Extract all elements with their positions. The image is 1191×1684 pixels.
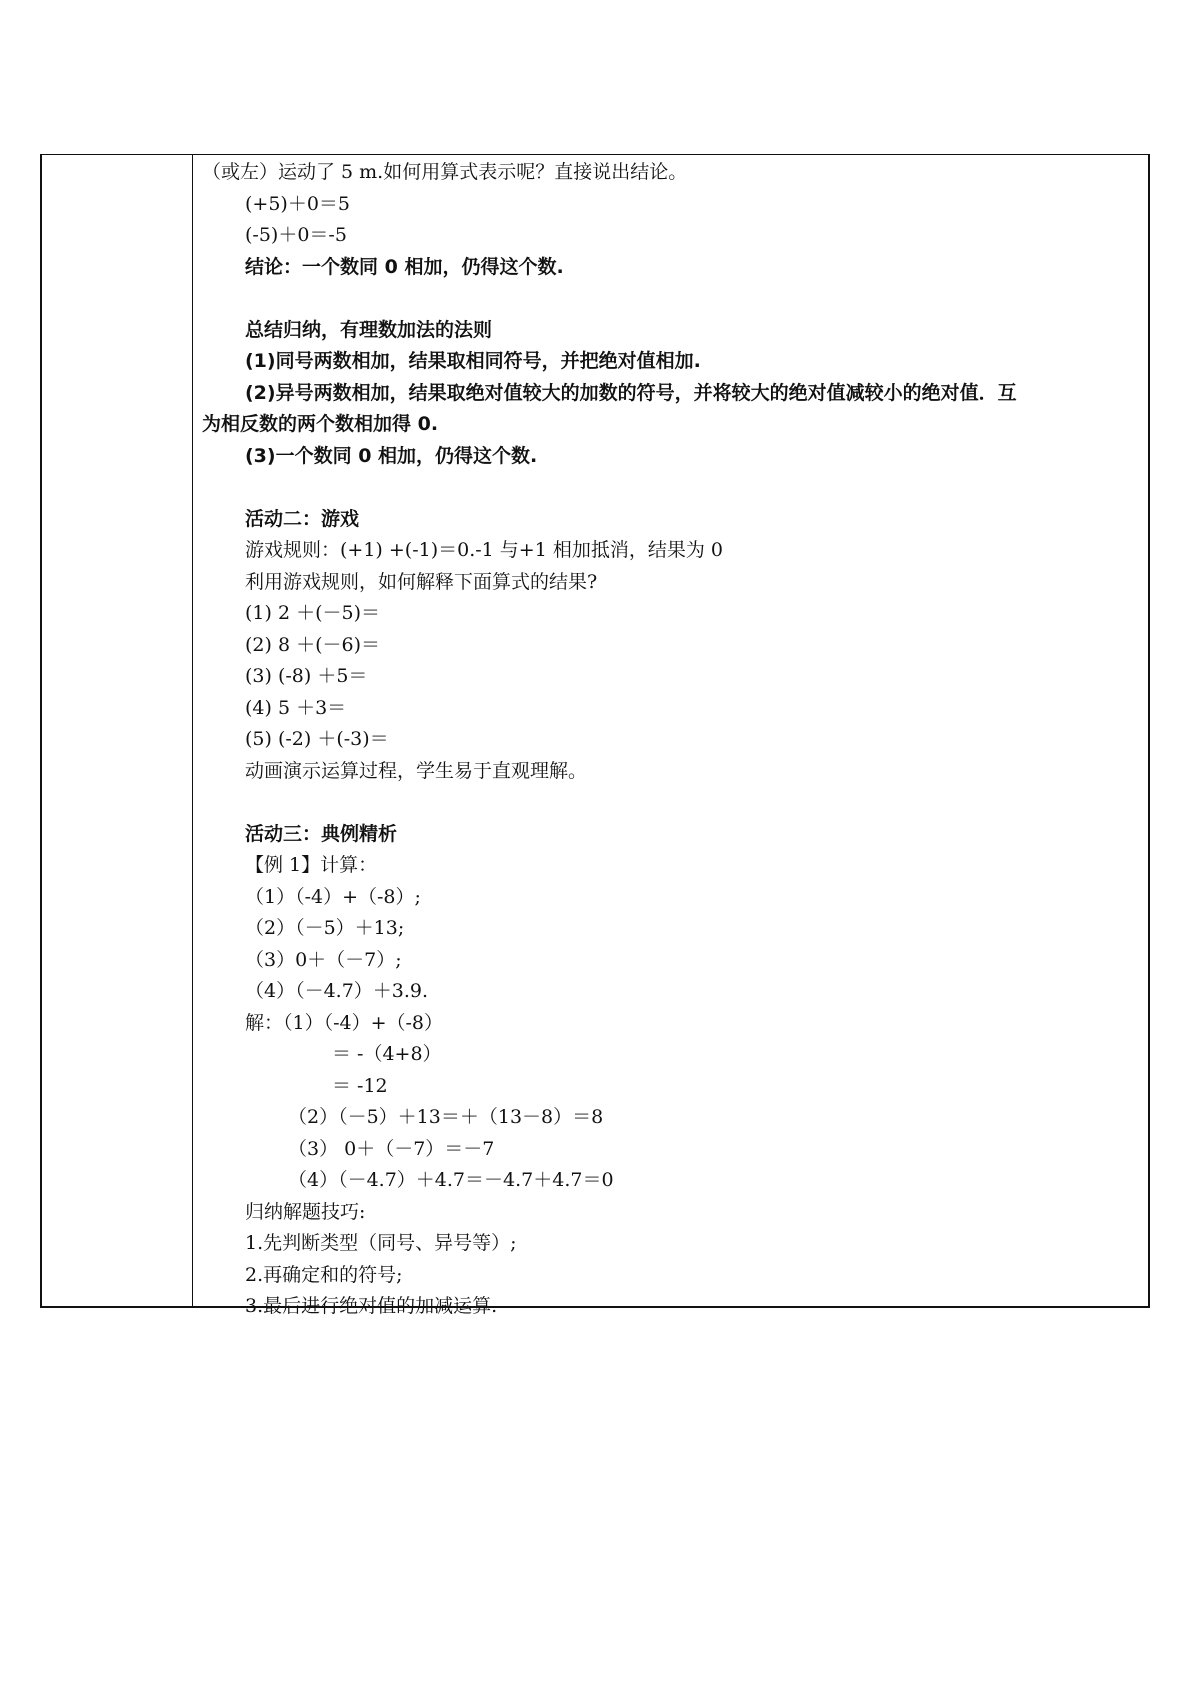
text-line: （或左）运动了 5 m.如何用算式表示呢？直接说出结论。: [202, 161, 688, 183]
tip-item: 2.再确定和的符号;: [245, 1263, 403, 1286]
solution-line: （4）（－4.7）＋4.7＝－4.7＋4.7＝0: [288, 1169, 614, 1191]
example-item: （2）（－5）＋13;: [245, 917, 405, 939]
solution-line: 解：（1）（-4）+（-8）: [245, 1011, 444, 1034]
blank-line: [202, 787, 1140, 819]
blank-line: [202, 472, 1140, 504]
blank-line: [202, 283, 1140, 315]
solution-line: （3） 0＋（－7）＝－7: [288, 1137, 495, 1160]
text-line: 动画演示运算过程，学生易于直观理解。: [245, 759, 588, 782]
exercise-line: (5) (-2) ＋(-3)＝: [245, 728, 389, 750]
example-item: （3）0＋（－7）;: [245, 948, 402, 971]
column-divider: [192, 155, 193, 1306]
solution-step: ＝ -12: [332, 1074, 388, 1097]
activity-3-heading: 活动三：典例精析: [245, 822, 398, 845]
conclusion-line: 结论：一个数同 0 相加，仍得这个数.: [245, 255, 564, 278]
exercise-line: (3) (-8) ＋5＝: [245, 665, 368, 687]
lesson-table: [40, 154, 1150, 1317]
left-column-cell: [42, 155, 192, 1306]
exercise-line: (1) 2 ＋(－5)＝: [245, 602, 380, 624]
rule-3: (3)一个数同 0 相加，仍得这个数.: [245, 444, 538, 467]
example-item: （4）（－4.7）＋3.9.: [245, 980, 429, 1002]
activity-2-heading: 活动二：游戏: [245, 507, 360, 530]
example-heading: 【例 1】计算：: [245, 854, 378, 876]
lesson-content: [202, 157, 1140, 1323]
rules-heading: 总结归纳，有理数加法的法则: [245, 318, 493, 341]
rule-2-continued: 为相反数的两个数相加得 0.: [202, 413, 439, 435]
solution-line: （2）（－5）＋13＝＋（13－8）＝8: [288, 1106, 604, 1128]
solution-step: ＝ -（4+8）: [332, 1043, 442, 1065]
exercise-line: (2) 8 ＋(－6)＝: [245, 633, 380, 656]
exercise-line: (4) 5 ＋3＝: [245, 696, 347, 719]
game-rule: 游戏规则：(+1) +(-1)＝0.-1 与+1 相加抵消，结果为 0: [245, 539, 723, 561]
equation-line: (+5)＋0＝5: [245, 192, 351, 215]
example-item: （1）（-4）+（-8）;: [245, 885, 421, 908]
tip-item: 3.最后进行绝对值的加减运算.: [245, 1295, 498, 1317]
tips-heading: 归纳解题技巧:: [245, 1200, 366, 1223]
equation-line: (-5)＋0＝-5: [245, 224, 347, 246]
rule-1: (1)同号两数相加，结果取相同符号，并把绝对值相加.: [245, 350, 701, 372]
question-line: 利用游戏规则，如何解释下面算式的结果?: [245, 570, 598, 593]
tip-item: 1.先判断类型（同号、异号等）;: [245, 1232, 517, 1254]
rule-2: (2)异号两数相加，结果取绝对值较大的加数的符号，并将较大的绝对值减较小的绝对值．互: [245, 381, 1017, 404]
